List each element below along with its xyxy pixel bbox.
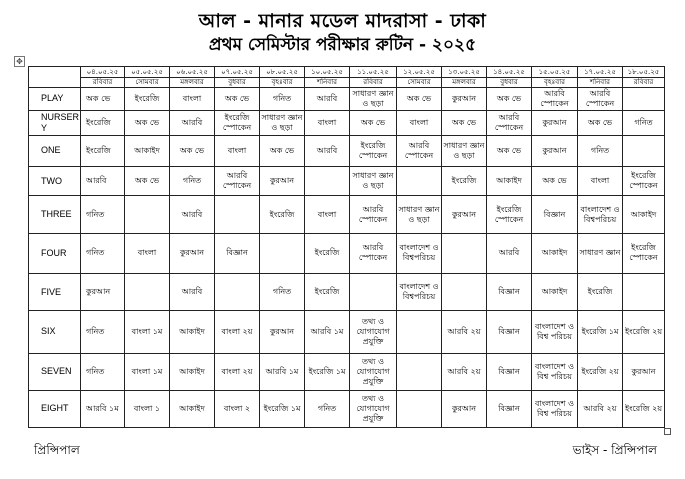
table-move-handle-icon[interactable]: ✥ [14,56,25,67]
subject-cell: গনিত [260,273,305,310]
subject-cell: আরবি ২য় [442,311,487,353]
subject-cell: অক ভে [532,166,578,196]
subject-cell: ইংরেজি স্পোকেন [350,135,397,166]
class-name: SIX [41,326,56,337]
class-row [29,390,665,427]
subject-cell: বাংলাদেশ ও বিশ্ব পরিচয় [532,311,578,353]
subject-cell: বিজ্ঞান [487,273,532,310]
subject-cell: সাধারণ জ্ঞান ও ছড়া [397,196,442,233]
subject-cell: আরবি স্পোকেন [350,233,397,273]
subject-cell: তথ্য ও যোগাযোগ প্রযুক্তি [350,390,397,427]
subject-cell: ইংরেজি [578,273,623,310]
class-name: THREE [41,209,72,220]
class-name: NURSERY [41,111,80,133]
subject-cell: বিজ্ঞান [487,353,532,390]
subject-cell: আকাইদ [170,311,215,353]
class-name: ONE [41,145,61,156]
date-cell: ১২.০৫.২৫ [397,67,442,78]
subject-cell: বাংলাদেশ ও বিশ্বপরিচয় [578,196,623,233]
class-row [29,110,665,135]
day-cell: মঙ্গলবার [170,77,215,88]
subject-cell: কুরআন [260,166,305,196]
subject-cell [623,88,665,110]
subject-cell: তথ্য ও যোগাযোগ প্রযুক্তি [350,311,397,353]
subject-cell: আরবি ১ম [305,311,350,353]
class-name: EIGHT [41,403,69,414]
class-name: FOUR [41,247,67,258]
subject-cell: ইংরেজি [125,88,170,110]
date-cell: ০৪.০৫.২৫ [81,67,125,78]
subject-cell: কুরআন [532,110,578,135]
subject-cell: অক ভে [442,110,487,135]
subject-cell: আকাইদ [170,390,215,427]
class-name-cell [29,390,81,427]
day-cell: বৃহঃবার [260,77,305,88]
subject-cell: বাংলা [125,233,170,273]
subject-cell: ইংরেজি ২য় [623,311,665,353]
subject-cell: অক ভে [170,135,215,166]
date-cell: ১৪.০৫.২৫ [487,67,532,78]
subject-cell: কুরআন [532,135,578,166]
class-name: TWO [41,175,62,186]
subject-cell: বাংলাদেশ ও বিশ্ব পরিচয় [532,390,578,427]
subject-cell: অক ভে [81,88,125,110]
day-cell: সোমবার [125,77,170,88]
class-row [29,88,665,110]
subject-cell: আকাইদ [170,353,215,390]
class-name: PLAY [41,93,64,104]
subject-cell [397,311,442,353]
subject-cell: কুরআন [170,233,215,273]
subject-cell: আরবি [170,196,215,233]
subject-cell: আরবি স্পোকেন [350,196,397,233]
subject-cell: বাংলা ১ম [125,353,170,390]
subject-cell: অক ভে [260,135,305,166]
subject-cell: বিজ্ঞান [487,390,532,427]
class-name-cell [29,110,81,135]
day-cell: রবিবার [350,77,397,88]
subject-cell: আরবি ১ম [260,353,305,390]
subject-cell: সাধারণ জ্ঞান ও ছড়া [350,166,397,196]
subject-cell: আরবি [305,135,350,166]
subject-cell: বাংলা [305,196,350,233]
subject-cell: কুরআন [442,390,487,427]
subject-cell: আরবি [81,166,125,196]
subject-cell: সাধারণ জ্ঞান ও ছড়া [260,110,305,135]
subject-cell [442,273,487,310]
date-cell: ১৩.০৫.২৫ [442,67,487,78]
subject-cell [215,273,260,310]
subject-cell: ইংরেজি স্পোকেন [623,233,665,273]
day-cell: সোমবার [397,77,442,88]
class-row [29,196,665,233]
subject-cell: ইংরেজি [305,273,350,310]
subject-cell: বাংলাদেশ ও বিশ্ব পরিচয় [532,353,578,390]
class-name-cell [29,196,81,233]
subject-cell: সাধারণ জ্ঞান [578,233,623,273]
subject-cell: অক ভে [350,110,397,135]
subject-cell: অক ভে [487,88,532,110]
class-name: SEVEN [41,366,72,377]
subject-cell: আরবি ২য় [578,390,623,427]
subject-cell: ইংরেজি স্পোকেন [215,110,260,135]
subject-cell: ইংরেজি [81,110,125,135]
subject-cell [305,166,350,196]
subject-cell: বিজ্ঞান [532,196,578,233]
subject-cell [442,233,487,273]
subject-cell: ইংরেজি ২য় [578,353,623,390]
subject-cell: বাংলা ২য় [215,311,260,353]
subject-cell: গনিত [81,233,125,273]
subject-cell: ইংরেজি [81,135,125,166]
table-resize-handle[interactable] [664,428,671,435]
subject-cell: অক ভে [487,135,532,166]
subject-cell: বাংলাদেশ ও বিশ্বপরিচয় [397,273,442,310]
document-title: আল - মানার মডেল মাদরাসা - ঢাকা [198,10,487,32]
subject-cell [350,273,397,310]
date-cell: ০৫.০৫.২৫ [125,67,170,78]
vice-principal-signature-label: ভাইস - প্রিন্সিপাল [572,443,657,457]
subject-cell: কুরআন [442,196,487,233]
class-name: FIVE [41,286,62,297]
subject-cell: আরবি [170,110,215,135]
date-cell: ০৬.০৫.২৫ [170,67,215,78]
subject-cell: বাংলা ২ [215,390,260,427]
subject-cell: গনিত [260,88,305,110]
subject-cell: আকাইদ [623,196,665,233]
subject-cell: অক ভে [215,88,260,110]
day-header-row [29,77,665,88]
subject-cell: গনিত [81,196,125,233]
class-name-cell [29,273,81,310]
subject-cell: গনিত [578,135,623,166]
class-name-cell [29,233,81,273]
class-row [29,273,665,310]
subject-cell [623,273,665,310]
subject-cell: বাংলা [578,166,623,196]
subject-cell: আরবি স্পোকেন [578,88,623,110]
subject-cell: আরবি [487,233,532,273]
date-cell: ১১.০৫.২৫ [350,67,397,78]
subject-cell: কুরআন [442,88,487,110]
subject-cell [260,233,305,273]
day-cell: রবিবার [623,77,665,88]
subject-cell: ইংরেজি স্পোকেন [623,166,665,196]
subject-cell: সাধারণ জ্ঞান ও ছড়া [442,135,487,166]
subject-cell: আরবি স্পোকেন [487,110,532,135]
corner-cell [29,67,81,88]
date-cell: ১৫.০৫.২৫ [532,67,578,78]
day-cell: রবিবার [81,77,125,88]
subject-cell: আরবি স্পোকেন [215,166,260,196]
subject-cell: ইংরেজি [305,233,350,273]
subject-cell [623,135,665,166]
day-cell: বুধবার [215,77,260,88]
document-subtitle: প্রথম সেমিস্টার পরীক্ষার রুটিন - ২০২৫ [208,35,477,55]
subject-cell: বাংলা [215,135,260,166]
day-cell: বুধবার [487,77,532,88]
date-cell: ১৭.০৫.২৫ [578,67,623,78]
subject-cell: বাংলা ২য় [215,353,260,390]
subject-cell: কুরআন [260,311,305,353]
class-name-cell [29,135,81,166]
subject-cell [125,196,170,233]
exam-routine-table [28,66,665,428]
subject-cell: আকাইদ [487,166,532,196]
subject-cell: আকাইদ [532,273,578,310]
subject-cell: ইংরেজি [442,166,487,196]
class-row [29,135,665,166]
subject-cell: বাংলাদেশ ও বিশ্বপরিচয় [397,233,442,273]
principal-signature-label: প্রিন্সিপাল [34,443,80,457]
subject-cell: ইংরেজি [260,196,305,233]
class-name-cell [29,353,81,390]
date-cell: ০৮.০৫.২৫ [260,67,305,78]
subject-cell: গনিত [81,353,125,390]
subject-cell [125,273,170,310]
subject-cell [397,353,442,390]
subject-cell: ইংরেজি ১ম [578,311,623,353]
subject-cell: ইংরেজি ১ম [305,353,350,390]
subject-cell [397,166,442,196]
subject-cell: বিজ্ঞান [487,311,532,353]
date-header-row [29,67,665,78]
subject-cell: আরবি [170,273,215,310]
subject-cell: ইংরেজি ১ম [260,390,305,427]
subject-cell: অক ভে [578,110,623,135]
subject-cell: আরবি স্পোকেন [397,135,442,166]
day-cell: শনিবার [305,77,350,88]
subject-cell: আকাইদ [532,233,578,273]
subject-cell: কুরআন [81,273,125,310]
subject-cell [397,390,442,427]
subject-cell: অক ভে [125,110,170,135]
subject-cell: বাংলা [170,88,215,110]
subject-cell: বাংলা ১ [125,390,170,427]
class-name-cell [29,88,81,110]
subject-cell: গনিত [170,166,215,196]
day-cell: বৃহঃবার [532,77,578,88]
date-cell: ১৮.০৫.২৫ [623,67,665,78]
subject-cell: বাংলা [305,110,350,135]
subject-cell: ইংরেজি ২য় [623,390,665,427]
subject-cell: বিজ্ঞান [215,233,260,273]
class-name-cell [29,166,81,196]
subject-cell: তথ্য ও যোগাযোগ প্রযুক্তি [350,353,397,390]
class-row [29,353,665,390]
subject-cell: ইংরেজি স্পোকেন [487,196,532,233]
class-name-cell [29,311,81,353]
subject-cell: বাংলা ১ম [125,311,170,353]
day-cell: শনিবার [578,77,623,88]
subject-cell: গনিত [305,390,350,427]
subject-cell: আকাইদ [125,135,170,166]
subject-cell: আরবি ১ম [81,390,125,427]
subject-cell: গনিত [623,110,665,135]
subject-cell: গনিত [81,311,125,353]
date-cell: ১০.০৫.২৫ [305,67,350,78]
subject-cell: আরবি [305,88,350,110]
subject-cell: অক ভে [397,88,442,110]
subject-cell [215,196,260,233]
subject-cell: অক ভে [125,166,170,196]
day-cell: মঙ্গলবার [442,77,487,88]
subject-cell: কুরআন [623,353,665,390]
subject-cell: আরবি স্পোকেন [532,88,578,110]
date-cell: ০৭.০৫.২৫ [215,67,260,78]
subject-cell: আরবি ২য় [442,353,487,390]
subject-cell: সাধারণ জ্ঞান ও ছড়া [350,88,397,110]
class-row [29,166,665,196]
subject-cell: বাংলা [397,110,442,135]
class-row [29,233,665,273]
class-row [29,311,665,353]
